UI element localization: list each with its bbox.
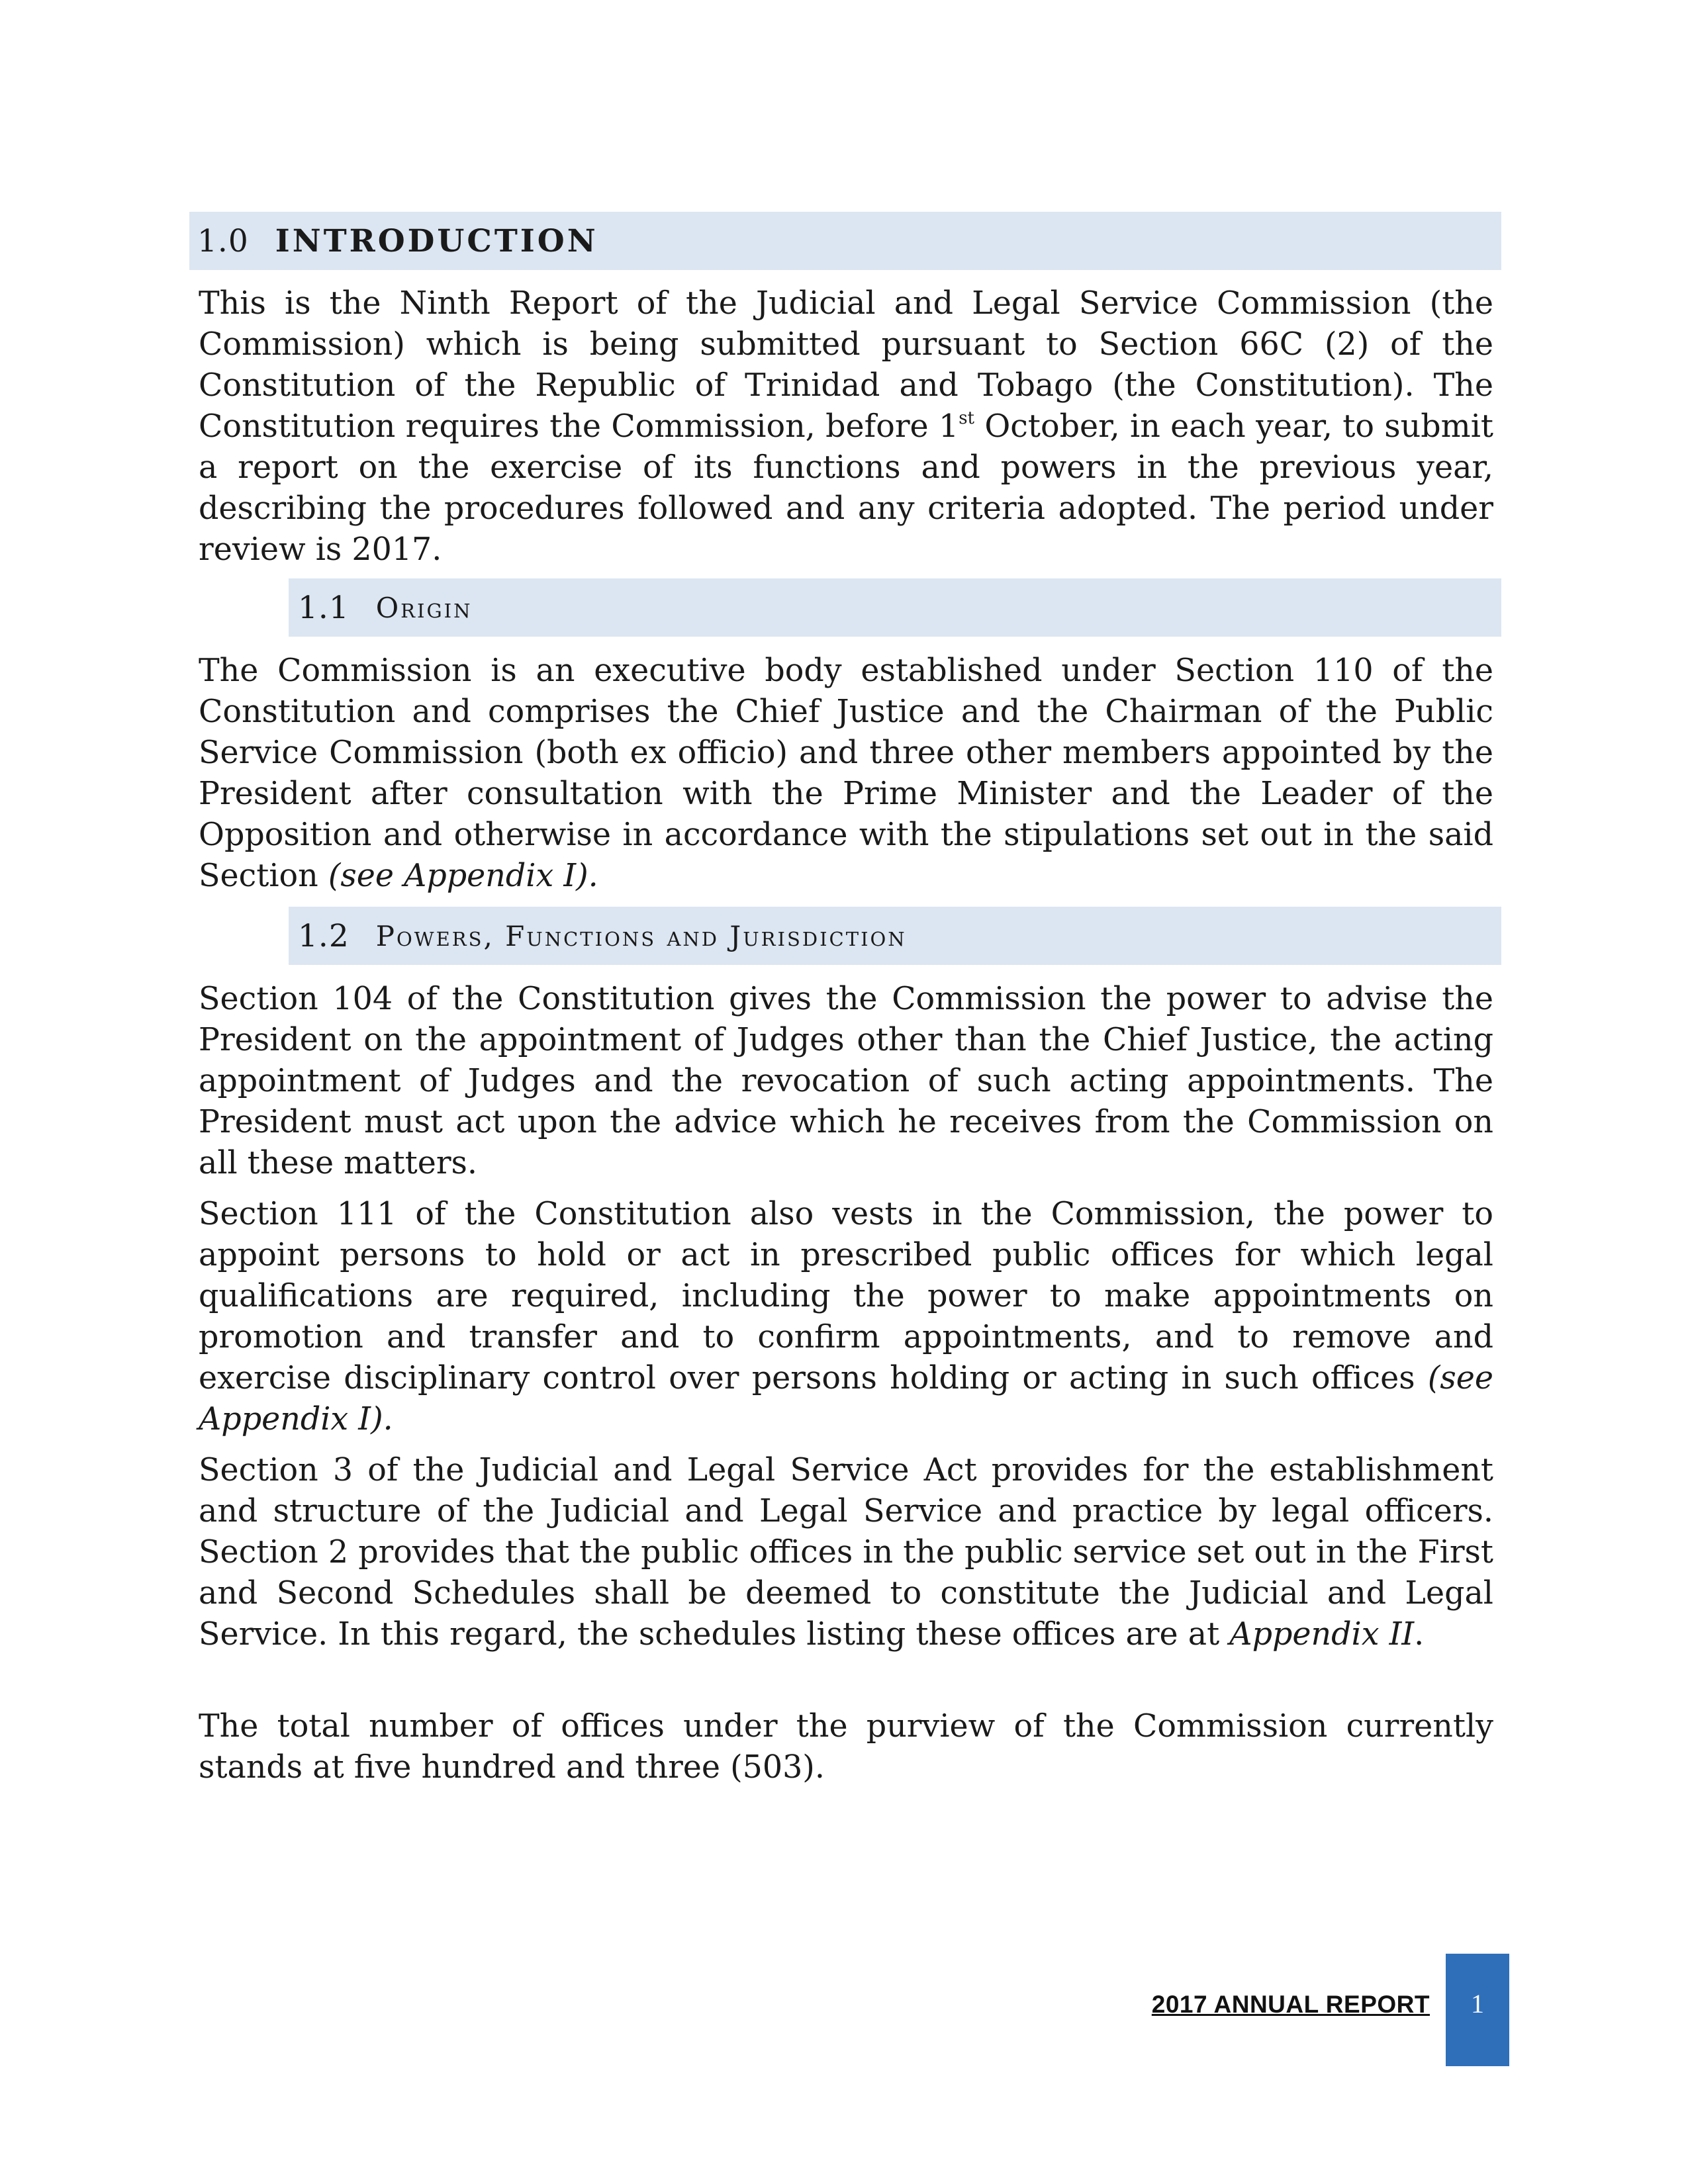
section-heading-origin: [289, 578, 1501, 637]
powers-text-1: Section 104 of the Constitution gives the Commission the power to advise the President on the appointment of Judges other than the Chief Justice, the acting appointment of Judges and the revocation of such acting appointments. The President must act upon the advice which he receives from the Commission on all these matters.: [199, 981, 1493, 1181]
intro-text: This is the Ninth Report of the Judicial and Legal Service Commission (the Commission) which is being submitted pursuant to Section 66C (2) of the Constitution of the Republic of Trinidad and Tobago (the Constitution). The Constitution requires the Commission, before 1: [199, 285, 1493, 445]
origin-text: The Commission is an executive body established under Section 110 of the Constitution and comprises the Chief Justice and the Chairman of the Public Service Commission (both ex officio) and three other members appointed by the President after consultation with the Prime Minister and the Leader of the Opposition and otherwise in accordance with the stipulations set out in the said Section: [199, 653, 1493, 894]
powers-paragraph-2: [199, 1194, 1493, 1440]
sentence-end: .: [1414, 1616, 1425, 1653]
powers-paragraph-4: [199, 1706, 1493, 1788]
page-number-box: [1446, 1954, 1509, 2066]
page-number: 1: [1471, 1989, 1484, 2019]
powers-text-4: The total number of offices under the purview of the Commission currently stands at five hundred and three (503).: [199, 1708, 1493, 1786]
section-title: Powers, Functions and Jurisdiction: [375, 919, 907, 952]
section-number: 1.0: [197, 222, 249, 259]
section-heading-powers: [289, 907, 1501, 965]
ordinal-suffix: st: [959, 408, 974, 428]
origin-paragraph: [199, 651, 1493, 897]
powers-paragraph-1: [199, 979, 1493, 1184]
footer-report-label: 2017 ANNUAL REPORT: [1151, 1991, 1430, 2018]
powers-paragraph-3: [199, 1450, 1493, 1655]
section-title: Origin: [375, 591, 473, 624]
intro-paragraph: [199, 283, 1493, 570]
section-heading-introduction: [189, 212, 1501, 270]
appendix-reference: Appendix II: [1229, 1616, 1415, 1653]
appendix-reference: (see Appendix I).: [199, 1360, 1493, 1437]
appendix-reference: (see Appendix I).: [328, 858, 598, 894]
section-number: 1.2: [298, 917, 350, 954]
powers-text-2: Section 111 of the Constitution also vests in the Commission, the power to appoint persons to hold or act in prescribed public offices for which legal qualifications are required, including the power to make appointments on promotion and transfer and to confirm appointments, and to remove and exercise disciplinary control over persons holding or acting in such offices: [199, 1196, 1493, 1396]
powers-text-3: Section 3 of the Judicial and Legal Service Act provides for the establishment and structure of the Judicial and Legal Service and practice by legal officers. Section 2 provides that the public offices in the public service set out in the First and Second Schedules shall be deemed to constitute the Judicial and Legal Service. In this regard, the schedules listing these offices are at: [199, 1452, 1493, 1653]
intro-text-rest: October, in each year, to submit a report on the exercise of its functions and powers in the previous year, describing the procedures followed and any criteria adopted. The period under review is 2017.: [199, 408, 1493, 568]
section-title: INTRODUCTION: [275, 222, 598, 259]
section-number: 1.1: [298, 589, 350, 626]
